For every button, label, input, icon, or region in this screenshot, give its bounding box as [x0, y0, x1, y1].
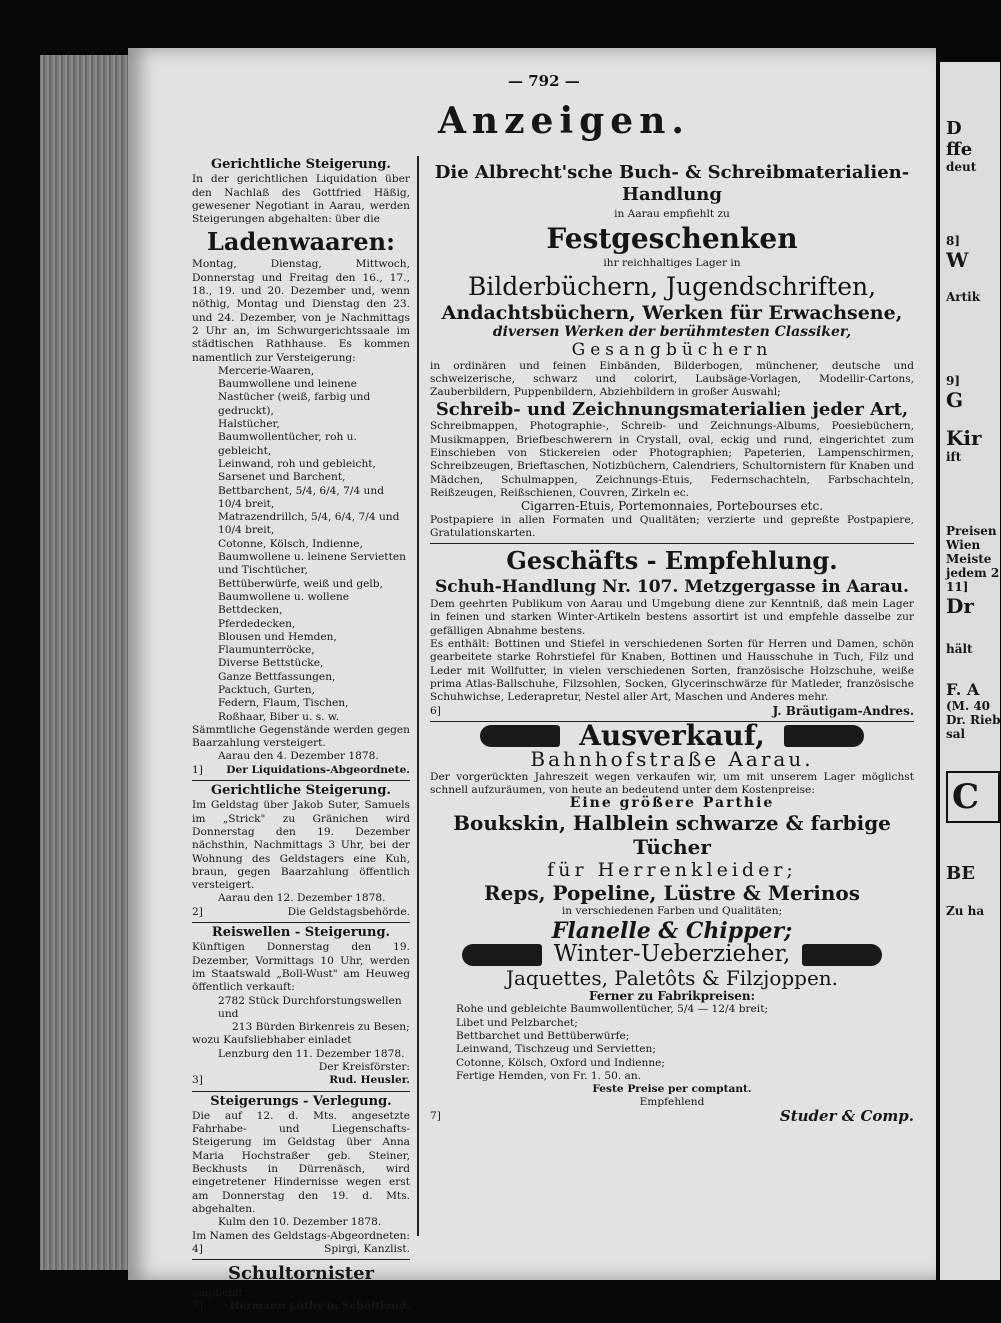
ad-line: Libet und Pelzbarchet;: [456, 1016, 578, 1029]
list-item: Federn, Flaum, Tischen,: [218, 697, 349, 710]
next-page-fragment: sal: [946, 727, 966, 741]
next-page-fragment: Dr: [946, 594, 974, 618]
ad-number: 2]: [192, 905, 203, 918]
next-page-fragment: W: [946, 248, 969, 272]
next-page-fragment: Artik: [946, 290, 981, 304]
ad-line: ihr reichhaltiges Lager in: [603, 257, 741, 270]
ad-line: Fertige Hemden, von Fr. 1. 50. an.: [456, 1069, 642, 1082]
list-item: Flaumunterröcke,: [218, 644, 315, 657]
ad-schultornister: [192, 1263, 410, 1314]
ad-body: in ordinären und feinen Einbänden, Bilderbogen, münchener, deutsche und schweizerische, schwarz und colorirt, Laubsäge-Vorlagen, Modellir-Cartons, Zauberbildern, Puppenbildern, Abziehbildern in großer Auswahl;: [430, 359, 914, 399]
ad-steigerungs-verlegung: [192, 1095, 410, 1257]
list-item: Baumwollentücher, roh u. gebleicht,: [218, 431, 357, 457]
next-page-fragment: ffe: [946, 139, 973, 160]
next-page-fragment: Kir: [946, 426, 982, 450]
ad-heading: Die Albrecht'sche Buch- & Schreibmaterialien-Handlung: [434, 162, 910, 205]
ad-big-line: Flanelle & Chipper;: [551, 918, 793, 945]
ad-subheading: Bahnhofstraße Aarau.: [530, 746, 814, 771]
ad-albrecht-buchhandlung: [430, 162, 914, 540]
ad-line: Empfehlend: [639, 1096, 705, 1109]
ad-gerichtliche-steigerung-2: [192, 784, 410, 919]
next-page-fragment: hält: [946, 642, 973, 656]
ad-line: 213 Bürden Birkenreis zu Besen;: [232, 1021, 410, 1034]
list-item: Roßhaar, Biber u. s. w.: [218, 710, 340, 723]
next-page-fragment: BE: [946, 863, 975, 884]
ad-subheading: Schreib- und Zeichnungsmaterialien jeder Art,: [435, 399, 909, 421]
separator: [192, 1259, 410, 1260]
list-item: Baumwollene u. wollene Bettdecken,: [218, 590, 350, 617]
pointing-hand-icon: [480, 725, 560, 747]
next-page-fragment: C: [946, 771, 1000, 823]
ad-signature-title: Der Kreisförster:: [318, 1061, 410, 1073]
ad-reiswellen-steigerung: [192, 926, 410, 1088]
ad-big-line: Boukskin, Halblein schwarze & farbige Tücher: [453, 810, 891, 859]
ad-big-line: Jaquettes, Paletôts & Filzjoppen.: [505, 966, 839, 991]
ad-spaced-line: Gesangbüchern: [571, 339, 773, 360]
page-number: — 792 —: [508, 72, 580, 90]
next-page-fragment: Wien: [946, 538, 981, 552]
ad-body: Im Geldstag über Jakob Suter, Samuels im „Strick" zu Gränichen wird Donnerstag den 19. Dezember nächsthin, Nachmittags 3 Uhr, bei der Wohnung des Geldstagers eine Kuh, braun, gegen Baarzahlung öffentlich versteigert.: [192, 799, 410, 892]
list-item: Ganze Bettfassungen,: [218, 670, 336, 683]
ad-line: Leinwand, Tischzeug und Servietten;: [456, 1043, 656, 1056]
list-item: Cotonne, Kölsch, Indienne,: [218, 537, 363, 550]
next-page-fragment: Meiste: [946, 552, 992, 566]
separator: [192, 922, 410, 923]
ad-body: Dem geehrten Publikum von Aarau und Umgebung diene zur Kenntniß, daß mein Lager in feinen und starken Winter-Artikeln bestens assortirt ist und empfehle dasselbe zur gefälligen Abnahme bestens.: [430, 598, 914, 637]
ad-signature-row: [430, 1106, 914, 1125]
ad-heading: Gerichtliche Steigerung.: [211, 783, 391, 799]
right-column: [430, 156, 914, 1123]
separator: [192, 1091, 410, 1092]
next-page-fragment: Preisen: [946, 524, 997, 538]
ad-signature-row: [192, 1243, 410, 1256]
ad-heading-row: [430, 941, 914, 968]
pointing-hand-icon: [802, 944, 882, 966]
list-item: Bettbarchent, 5/4, 6/4, 7/4 und 10/4 breit,: [218, 484, 384, 510]
ad-body: Es enthält: Bottinen und Stiefel in verschiedenen Sorten für Herren und Damen, schön gearbeitete starke Rohrstiefel für Knaben, Bottinen und Hausschuhe in Tuch, Filz und Leder mit Wollfutter, in vielen verschiedenen Sorten, französische Holzschuhe, weiße prima Atlas-Ballschuhe, Filzsohlen, Socken, Glycerinschwärze für Matleder, französische Schuhwichse, Lederapretur, Nestel aller Art, Maschen und Anderes mehr.: [430, 638, 914, 704]
list-item: Baumwollene u. leinene Servietten und Tischtücher,: [218, 551, 406, 577]
ad-body: Der vorgerückten Jahreszeit wegen verkaufen wir, um mit unserem Lager möglichst schnell aufzuräumen, von heute an bedeutend unter dem Kostenpreise:: [430, 770, 914, 797]
ad-line: Bettbarchet und Bettüberwürfe;: [456, 1029, 630, 1042]
ad-line: Cotonne, Kölsch, Oxford und Indienne;: [456, 1056, 665, 1069]
ad-signature-title: Im Namen des Geldstags-Abgeordneten:: [192, 1229, 410, 1242]
ad-big-line: Andachtsbüchern, Werken für Erwachsene,: [441, 301, 903, 324]
separator: [192, 780, 410, 781]
ad-signature: J. Bräutigam-Andres.: [772, 703, 914, 718]
ad-line: Eine größere Parthie: [569, 795, 775, 812]
ad-gerichtliche-steigerung-1: [192, 158, 410, 777]
ad-signature-row: [192, 1074, 410, 1087]
next-page-fragment: 8]: [946, 234, 961, 248]
ad-line: in verschiedenen Farben und Qualitäten;: [561, 904, 783, 917]
ad-line: Rohe und gebleichte Baumwollentücher, 5/4 — 12/4 breit;: [456, 1003, 769, 1016]
ad-big-heading: Festgeschenken: [546, 222, 798, 256]
next-page-fragment: jedem 2: [946, 566, 1000, 580]
next-page-fragment: ift: [946, 450, 962, 464]
ad-schuh-handlung: [430, 547, 914, 718]
ad-big-line: Winter-Ueberzieher,: [553, 941, 791, 968]
list-item: Diverse Bettstücke,: [218, 657, 324, 670]
ad-heading: Ausverkauf,: [579, 719, 765, 753]
ad-signature: Die Geldstagsbehörde.: [287, 905, 410, 918]
list-item: Mercerie-Waaren,: [218, 364, 315, 377]
ad-line: wozu Kaufsliebhaber einladet: [192, 1034, 352, 1047]
next-page-fragment: Dr. Rieb: [946, 713, 1001, 727]
list-item: Sarsenet und Barchent,: [218, 471, 346, 484]
ad-intro: In der gerichtlichen Liquidation über den Nachlaß des Gottfried Häßig, gewesener Negotiant in Aarau, werden Steigerungen abgehalten: über die: [192, 173, 410, 226]
ad-body: Schreibmappen, Photographie-, Schreib- und Zeichnungs-Albums, Poesiebüchern, Musikmappen, Briefbeschwerern in Crystall, oval, eckig und rund, eingerichtet zum Einschieben von Stickereien oder Photographien; Papeterien, Lampenschirmen, Schreibzeugen, Brieftaschen, Notizbüchern, Calendriers, Schultornistern für Knaben und Mädchen, Schulmappen, Zeichnungs-Etuis, Federnschachteln, Farbschachteln, Reißzeugen, Reißschienen, Couvren, Zirkeln ec.: [430, 420, 914, 499]
ad-body: Postpapiere in allen Formaten und Qualitäten; verzierte und gepreßte Postpapiere, Gratulationskarten.: [430, 513, 914, 539]
next-page-fragment: D: [946, 118, 962, 139]
ad-closing: Sämmtliche Gegenstände werden gegen Baarzahlung versteigert.: [192, 723, 410, 750]
ad-signature: Der Liquidations-Abgeordnete.: [226, 763, 410, 776]
list-item: Bettüberwürfe, weiß und gelb,: [218, 577, 383, 590]
separator: [430, 543, 914, 544]
ad-heading: Steigerungs - Verlegung.: [210, 1093, 392, 1109]
ad-line: Feste Preise per comptant.: [592, 1083, 752, 1096]
ad-signature-row: [192, 1300, 410, 1313]
ad-date: Lenzburg den 11. Dezember 1878.: [218, 1047, 405, 1060]
ad-body: Die auf 12. d. Mts. angesetzte Fahrhabe- und Liegenschafts-Steigerung im Geldstag über Anna Maria Hochstraßer geb. Steiner, Beckhusts in Dürrenäsch, wird eingetretener Hindernisse wegen erst am Donnerstag den 19. d. Mts. abgehalten.: [192, 1109, 410, 1215]
ad-number: 5]: [192, 1300, 203, 1313]
list-item: Baumwollene und leinene Nastücher (weiß, farbig und gedruckt),: [218, 378, 371, 417]
ad-italic-line: diversen Werken der berühmtesten Classiker,: [492, 323, 852, 340]
ad-number: 7]: [430, 1109, 441, 1122]
next-page-fragment: 9]: [946, 374, 961, 388]
page-title: Anzeigen.: [438, 100, 690, 142]
list-item: Pferdedecken,: [218, 617, 296, 630]
ad-line: 2782 Stück Durchforstungswellen und: [218, 994, 402, 1020]
next-page-fragment: Zu ha: [946, 904, 985, 918]
newspaper-page: [128, 48, 936, 1313]
ad-spaced-line: für Herrenkleider;: [547, 858, 797, 881]
ad-body: Künftigen Donnerstag den 19. Dezember, Vormittags 10 Uhr, werden im Staatswald „Boll-Wust" am Heuweg öffentlich verkauft:: [192, 941, 410, 994]
ad-number: 3]: [192, 1074, 203, 1087]
ad-signature-row: [430, 705, 914, 718]
next-page-fragment: (M. 40: [946, 699, 991, 713]
ad-heading: Schultornister: [227, 1263, 375, 1285]
book-edge: [40, 55, 135, 1270]
ad-signature: Rud. Heusler.: [329, 1074, 410, 1087]
list-item: Halstücher,: [218, 418, 280, 431]
ad-body: empfiehlt: [192, 1287, 243, 1300]
next-page-edge: [940, 62, 1000, 1280]
ad-number: 1]: [192, 763, 203, 776]
next-page-fragment: G: [946, 388, 964, 412]
ad-signature-row: [192, 764, 410, 777]
pointing-hand-icon: [784, 725, 864, 747]
item-list: [192, 365, 410, 724]
list-item: Blousen und Hemden,: [218, 630, 337, 643]
ad-date: Aarau den 12. Dezember 1878.: [218, 892, 386, 905]
ad-heading: Reiswellen - Steigerung.: [211, 925, 391, 941]
list-item: Leinwand, roh und gebleicht,: [218, 457, 376, 470]
next-page-fragment: F. A: [946, 680, 980, 699]
ad-signature: Studer & Comp.: [779, 1106, 914, 1125]
ad-date: Aarau den 4. Dezember 1878.: [218, 750, 379, 763]
ad-ausverkauf: [430, 719, 914, 1125]
ad-heading: Geschäfts - Empfehlung.: [506, 546, 838, 576]
left-column: [192, 156, 410, 1314]
ad-signature-row: [192, 906, 410, 919]
ad-heading-row: [430, 719, 914, 753]
ad-subheading: Schuh-Handlung Nr. 107. Metzgergasse in Aarau.: [435, 577, 909, 598]
ad-date: Kulm den 10. Dezember 1878.: [218, 1216, 382, 1229]
ad-number: 4]: [192, 1242, 203, 1255]
ad-signature: Spirgi, Kanzlist.: [324, 1242, 410, 1255]
ad-big-line: Reps, Popeline, Lüstre & Merinos: [484, 880, 860, 905]
next-page-fragment: deut: [946, 160, 977, 174]
ad-line: Cigarren-Etuis, Portemonnaies, Portebourses etc.: [520, 499, 824, 514]
ad-signature: Hermann Lüthy in Schöftland.: [229, 1300, 410, 1313]
ad-number: 6]: [430, 704, 441, 717]
next-page-fragment: 11]: [946, 580, 969, 594]
ad-big-heading: Ladenwaaren:: [207, 227, 395, 257]
ad-big-line: Bilderbüchern, Jugendschriften,: [467, 271, 877, 301]
ad-heading: Gerichtliche Steigerung.: [211, 157, 391, 172]
ad-line: Ferner zu Fabrikpreisen:: [588, 989, 756, 1004]
list-item: Packtuch, Gurten,: [218, 683, 315, 696]
list-item: Matrazendrillch, 5/4, 6/4, 7/4 und 10/4 breit,: [218, 511, 400, 537]
ad-line: in Aarau empfiehlt zu: [614, 208, 730, 220]
column-divider: [417, 156, 419, 1236]
ad-body: Montag, Dienstag, Mittwoch, Donnerstag und Freitag den 16., 17., 18., 19. und 20. Dezember und, wenn nöthig, Montag und Dienstag den 23. und 24. Dezember, von je Nachmittags 2 Uhr an, im Schwurgerichtssaale im städtischen Rathhause. Es kommen namentlich zur Versteigerung:: [192, 258, 410, 364]
pointing-hand-icon: [462, 944, 542, 966]
